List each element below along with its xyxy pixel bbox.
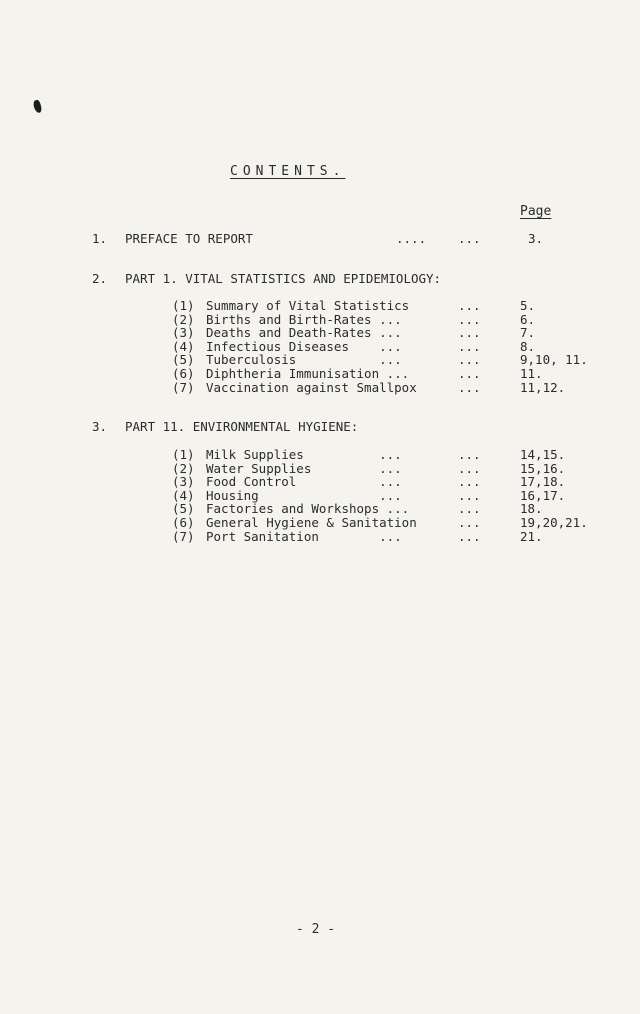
item-number: (3) [172,325,195,341]
item-page: 9,10, 11. [520,352,588,368]
leader-dots: ... [458,501,481,517]
item-label: Births and Birth-Rates ... [206,311,402,327]
item-number: (2) [172,460,195,476]
leader-dots: ... [458,298,481,313]
item-number: (2) [172,311,195,327]
item-number: (5) [172,501,195,517]
leader-dots: ... [458,338,481,354]
item-label: Deaths and Death-Rates ... [206,325,402,341]
item-number: (6) [172,515,195,530]
item-number: (1) [172,298,195,313]
item-label: Vaccination against Smallpox [206,379,417,395]
item-page: 17,18. [520,474,566,490]
leader-dots: ... [458,311,481,327]
leader-dots: ... [458,379,481,395]
item-label: Milk Supplies ... [206,447,402,462]
item-number: (5) [172,352,195,368]
section-label: PART 1. VITAL STATISTICS AND EPIDEMIOLOGY: [125,271,442,286]
leader-dots: ... [458,352,481,368]
leader-dots: ... [458,474,481,490]
item-label: Factories and Workshops ... [206,501,410,517]
section-label: PART 11. ENVIRONMENTAL HYGIENE: [125,419,359,434]
item-page: 8. [520,338,536,354]
leader-dots: ... [458,528,481,544]
item-number: (6) [172,366,195,381]
item-page: 16,17. [520,487,566,503]
item-label: Housing ... [206,487,402,503]
leader-dots: ... [458,366,481,381]
section-number: 2. [92,271,108,286]
leader-dots: ... [458,325,481,341]
item-label: Diphtheria Immunisation ... [206,366,410,381]
item-label: Water Supplies ... [206,460,402,476]
page-title: CONTENTS. [230,164,346,179]
item-label: Port Sanitation ... [206,528,402,544]
item-label: Tuberculosis ... [206,352,402,368]
item-page: 21. [520,528,543,544]
item-page: 11. [520,366,543,381]
item-label: Infectious Diseases ... [206,338,402,354]
item-page: 11,12. [520,379,566,395]
section-label: PREFACE TO REPORT [125,231,253,246]
leader-dots: ... [458,231,481,246]
item-label: General Hygiene & Sanitation [206,515,417,530]
ink-blot [32,99,42,113]
item-page: 7. [520,325,536,341]
item-label: Food Control ... [206,474,402,490]
item-label: Summary of Vital Statistics [206,298,410,313]
item-number: (4) [172,338,195,354]
section-number: 3. [92,419,108,434]
item-page: 5. [520,298,536,313]
leader-dots: ... [458,487,481,503]
section-number: 1. [92,231,108,246]
section-page: 3. [528,231,544,246]
leader-dots: ... [458,515,481,530]
item-number: (1) [172,447,195,462]
item-number: (3) [172,474,195,490]
item-page: 15,16. [520,460,566,476]
item-page: 14,15. [520,447,566,462]
item-number: (7) [172,528,195,544]
leader-dots: ... [458,460,481,476]
page-column-header: Page [520,204,552,219]
item-page: 6. [520,311,536,327]
leader-dots: ... [458,447,481,462]
item-page: 18. [520,501,543,517]
item-number: (7) [172,379,195,395]
item-page: 19,20,21. [520,515,588,530]
leader-dots: .... [396,231,427,246]
page-number-footer: - 2 - [296,922,336,937]
item-number: (4) [172,487,195,503]
